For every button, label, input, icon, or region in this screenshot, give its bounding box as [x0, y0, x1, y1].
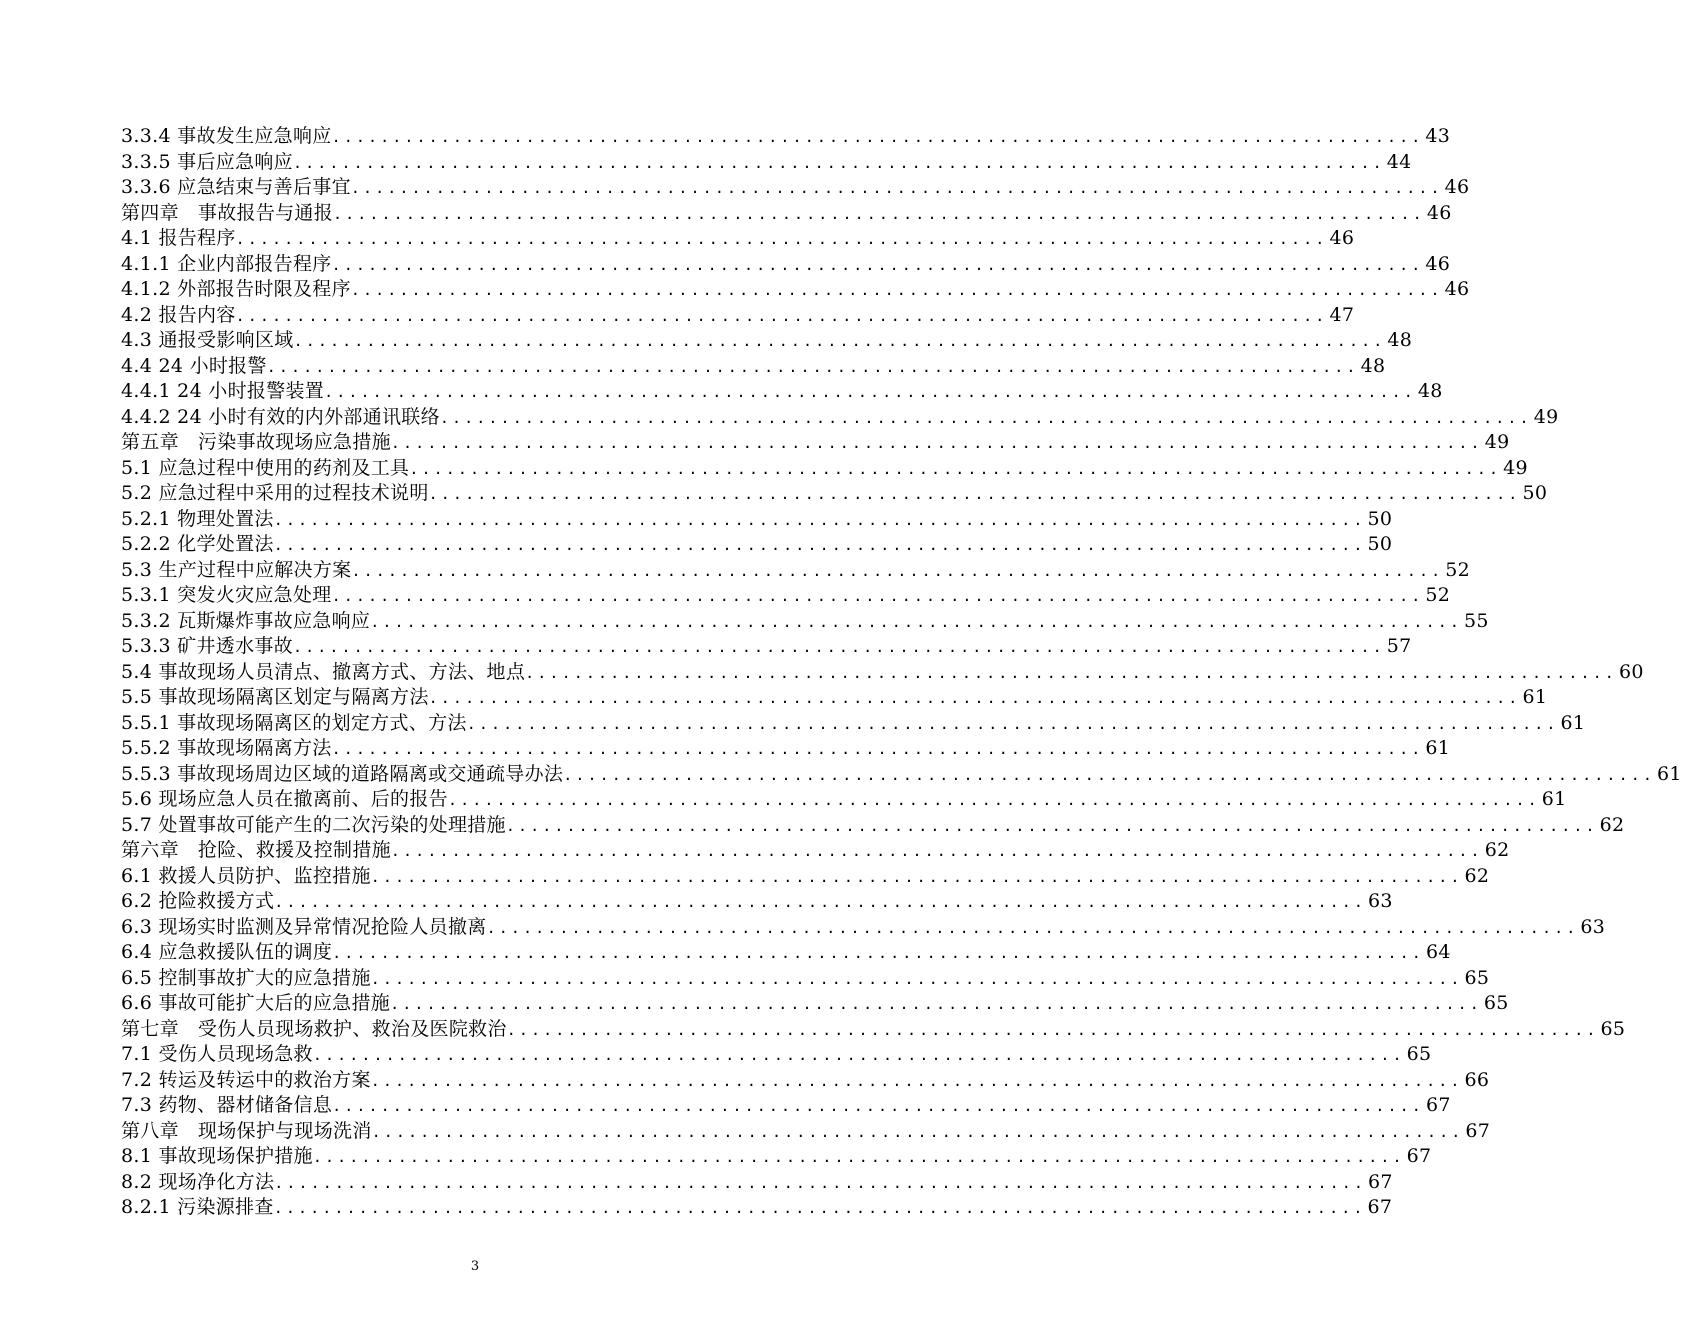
table-of-contents	[121, 124, 1682, 1221]
toc-entry-page: 50	[1522, 482, 1548, 504]
toc-entry-title: 6.4 应急救援队伍的调度	[121, 941, 333, 963]
toc-leader-dots: ..........................................................................................	[563, 765, 1655, 784]
toc-entry[interactable]	[121, 1093, 1451, 1119]
toc-entry-page: 48	[1417, 380, 1443, 402]
toc-entry-page: 63	[1368, 890, 1393, 912]
toc-entry[interactable]	[121, 507, 1393, 533]
toc-entry-page: 47	[1329, 303, 1355, 326]
toc-leader-dots: ..........................................................................................	[370, 612, 1462, 631]
toc-entry-page: 65	[1464, 966, 1490, 989]
toc-entry-page: 50	[1367, 507, 1393, 530]
toc-leader-dots: ..........................................................................................	[350, 281, 1443, 299]
toc-entry[interactable]	[121, 277, 1470, 303]
toc-entry-title: 4.4 24 小时报警	[121, 354, 267, 377]
toc-leader-dots: ..........................................................................................	[312, 1046, 1405, 1064]
toc-entry-page: 48	[1387, 329, 1413, 351]
toc-entry[interactable]	[121, 1195, 1393, 1221]
toc-entry-title: 5.7 处置事故可能产生的二次污染的处理措施	[121, 813, 506, 836]
toc-leader-dots: ..........................................................................................	[266, 357, 1359, 376]
toc-entry[interactable]	[121, 915, 1606, 941]
toc-leader-dots: ..........................................................................................	[292, 638, 1385, 656]
toc-leader-dots: ..........................................................................................	[447, 791, 1540, 809]
toc-entry-title: 6.5 控制事故扩大的应急措施	[121, 966, 371, 989]
toc-entry[interactable]	[121, 405, 1559, 431]
toc-leader-dots: ..........................................................................................	[292, 153, 1385, 172]
toc-entry[interactable]	[121, 226, 1355, 252]
toc-entry-title: 5.2 应急过程中采用的过程技术说明	[121, 482, 429, 504]
toc-entry[interactable]	[121, 813, 1625, 839]
toc-entry-page: 67	[1367, 1196, 1393, 1218]
toc-leader-dots: ..........................................................................................	[409, 459, 1502, 478]
toc-leader-dots: ..........................................................................................	[331, 587, 1424, 605]
toc-entry[interactable]	[121, 711, 1586, 737]
toc-entry[interactable]	[121, 1144, 1432, 1170]
toc-entry-page: 43	[1425, 125, 1451, 147]
toc-leader-dots: ..........................................................................................	[274, 1173, 1367, 1192]
toc-leader-dots: ..........................................................................................	[332, 944, 1424, 962]
toc-entry[interactable]	[121, 583, 1451, 609]
toc-entry-title: 8.2 现场净化方法	[121, 1170, 275, 1193]
toc-entry[interactable]	[121, 124, 1451, 150]
toc-entry-title: 5.3 生产过程中应解决方案	[121, 558, 352, 581]
toc-entry-title: 8.2.1 污染源排查	[121, 1196, 274, 1218]
toc-entry-page: 62	[1484, 839, 1510, 861]
toc-leader-dots: ..........................................................................................	[486, 918, 1579, 937]
toc-entry[interactable]	[121, 838, 1510, 864]
toc-entry[interactable]	[121, 1042, 1432, 1068]
toc-entry-title: 6.2 抢险救援方式	[121, 890, 275, 912]
toc-entry-title: 8.1 事故现场保护措施	[121, 1145, 313, 1167]
toc-entry-page: 62	[1599, 813, 1625, 836]
toc-entry[interactable]	[121, 685, 1548, 711]
toc-entry-title: 4.1.1 企业内部报告程序	[121, 252, 332, 275]
toc-leader-dots: ..........................................................................................	[332, 1097, 1424, 1115]
toc-entry-title: 6.3 现场实时监测及异常情况抢险人员撤离	[121, 915, 487, 938]
toc-leader-dots: ..........................................................................................	[370, 1071, 1463, 1090]
toc-entry-page: 55	[1463, 609, 1489, 632]
toc-entry-page: 49	[1503, 456, 1528, 479]
toc-entry-title: 5.2.1 物理处置法	[121, 507, 274, 530]
toc-entry[interactable]	[121, 634, 1412, 660]
toc-entry[interactable]	[121, 864, 1490, 890]
toc-entry-page: 67	[1425, 1094, 1451, 1116]
toc-entry-page: 67	[1465, 1119, 1491, 1142]
toc-leader-dots: ..........................................................................................	[351, 561, 1444, 580]
toc-entry-page: 50	[1367, 533, 1393, 555]
toc-leader-dots: ..........................................................................................	[505, 816, 1598, 835]
toc-entry-title: 第八章 现场保护与现场洗消	[121, 1119, 372, 1142]
toc-entry-page: 49	[1533, 405, 1559, 428]
toc-leader-dots: ..........................................................................................	[466, 714, 1559, 733]
toc-entry-title: 7.2 转运及转运中的救治方案	[121, 1068, 371, 1091]
toc-leader-dots: ..........................................................................................	[324, 383, 1416, 401]
toc-entry-page: 65	[1483, 992, 1509, 1014]
toc-entry-page: 66	[1464, 1068, 1490, 1091]
toc-entry-title: 4.4.1 24 小时报警装置	[121, 380, 325, 402]
toc-entry-title: 7.1 受伤人员现场急救	[121, 1043, 313, 1065]
toc-leader-dots: ..........................................................................................	[273, 1199, 1366, 1217]
toc-entry-title: 6.6 事故可能扩大后的应急措施	[121, 992, 391, 1014]
toc-leader-dots: ..........................................................................................	[350, 179, 1443, 197]
toc-entry-page: 46	[1444, 278, 1470, 300]
toc-entry-title: 5.6 现场应急人员在撤离前、后的报告	[121, 788, 448, 810]
toc-entry[interactable]	[121, 609, 1489, 635]
toc-entry-page: 61	[1656, 762, 1682, 785]
toc-entry-title: 5.3.1 突发火灾应急处理	[121, 584, 332, 606]
toc-entry[interactable]	[121, 736, 1451, 762]
toc-entry-page: 46	[1426, 201, 1452, 224]
toc-entry-page: 67	[1368, 1170, 1393, 1193]
toc-leader-dots: ..........................................................................................	[331, 740, 1424, 758]
toc-entry[interactable]	[121, 201, 1452, 227]
toc-entry[interactable]	[121, 787, 1567, 813]
toc-entry-title: 5.3.2 瓦斯爆炸事故应急响应	[121, 609, 371, 632]
toc-entry-page: 48	[1360, 354, 1386, 377]
toc-entry-page: 67	[1406, 1145, 1432, 1167]
toc-entry-title: 第七章 受伤人员现场救护、救治及医院救治	[121, 1017, 507, 1040]
toc-leader-dots: ..........................................................................................	[333, 204, 1425, 223]
toc-leader-dots: ..........................................................................................	[331, 255, 1424, 274]
toc-leader-dots: ..........................................................................................	[331, 128, 1424, 146]
toc-entry-title: 第五章 污染事故现场应急措施	[121, 431, 391, 453]
toc-leader-dots: ..........................................................................................	[525, 663, 1617, 682]
toc-leader-dots: ..........................................................................................	[273, 536, 1366, 554]
toc-entry-title: 4.1 报告程序	[121, 227, 236, 249]
toc-leader-dots: ..........................................................................................	[428, 689, 1521, 707]
toc-entry-page: 57	[1386, 635, 1412, 657]
toc-entry[interactable]	[121, 532, 1393, 558]
toc-entry[interactable]	[121, 303, 1355, 329]
toc-entry[interactable]	[121, 1068, 1490, 1094]
toc-entry-title: 5.4 事故现场人员清点、撤离方式、方法、地点	[121, 660, 526, 683]
toc-entry[interactable]	[121, 1170, 1393, 1196]
toc-leader-dots: ..........................................................................................	[312, 1148, 1405, 1166]
toc-entry-title: 3.3.6 应急结束与善后事宜	[121, 176, 351, 198]
toc-entry-page: 64	[1425, 941, 1451, 963]
toc-leader-dots: ..........................................................................................	[390, 434, 1483, 452]
toc-leader-dots: ..........................................................................................	[235, 230, 1328, 248]
toc-entry-title: 5.2.2 化学处置法	[121, 533, 274, 555]
toc-entry-page: 60	[1618, 660, 1644, 683]
toc-entry-page: 46	[1329, 227, 1355, 249]
toc-entry-page: 61	[1522, 686, 1548, 708]
toc-entry[interactable]	[121, 252, 1451, 278]
toc-entry-title: 4.3 通报受影响区域	[121, 329, 294, 351]
toc-leader-dots: ..........................................................................................	[390, 995, 1482, 1013]
toc-entry-title: 5.5.2 事故现场隔离方法	[121, 737, 332, 759]
toc-leader-dots: ..........................................................................................	[370, 969, 1463, 988]
toc-leader-dots: ..........................................................................................	[235, 306, 1328, 325]
toc-leader-dots: ..........................................................................................	[293, 332, 1386, 350]
toc-entry-page: 65	[1406, 1043, 1432, 1065]
toc-entry-page: 44	[1386, 150, 1412, 173]
toc-entry[interactable]	[121, 354, 1386, 380]
toc-leader-dots: ..........................................................................................	[371, 1122, 1464, 1141]
toc-leader-dots: ..........................................................................................	[506, 1020, 1599, 1039]
toc-entry-page: 61	[1425, 737, 1451, 759]
toc-entry-page: 52	[1425, 584, 1451, 606]
toc-entry-title: 5.5.3 事故现场周边区域的道路隔离或交通疏导办法	[121, 762, 564, 785]
toc-entry[interactable]	[121, 1017, 1626, 1043]
toc-entry-title: 5.5 事故现场隔离区划定与隔离方法	[121, 686, 429, 708]
toc-entry[interactable]	[121, 558, 1471, 584]
toc-entry-title: 4.4.2 24 小时有效的内外部通讯联络	[121, 405, 440, 428]
toc-entry-page: 46	[1444, 176, 1470, 198]
toc-entry-page: 49	[1484, 431, 1510, 453]
toc-entry-title: 3.3.4 事故发生应急响应	[121, 125, 332, 147]
toc-entry-page: 52	[1445, 558, 1471, 581]
page-number: 3	[470, 1259, 480, 1274]
toc-entry[interactable]	[121, 660, 1644, 686]
toc-entry-title: 3.3.5 事后应急响应	[121, 150, 293, 173]
toc-entry-title: 4.2 报告内容	[121, 303, 236, 326]
toc-leader-dots: ..........................................................................................	[273, 510, 1366, 529]
toc-entry[interactable]	[121, 1119, 1491, 1145]
toc-entry-page: 63	[1580, 915, 1606, 938]
toc-leader-dots: ..........................................................................................	[428, 485, 1521, 503]
toc-entry[interactable]	[121, 481, 1548, 507]
toc-entry[interactable]	[121, 175, 1470, 201]
toc-entry-page: 65	[1600, 1017, 1626, 1040]
toc-leader-dots: ..........................................................................................	[274, 893, 1367, 911]
toc-entry-title: 5.3.3 矿井透水事故	[121, 635, 293, 657]
toc-leader-dots: ..........................................................................................	[439, 408, 1532, 427]
toc-entry-title: 第六章 抢险、救援及控制措施	[121, 839, 391, 861]
toc-entry[interactable]	[121, 328, 1413, 354]
toc-entry[interactable]	[121, 150, 1412, 176]
toc-entry-title: 5.1 应急过程中使用的药剂及工具	[121, 456, 410, 479]
toc-entry-page: 61	[1541, 788, 1567, 810]
toc-entry-page: 62	[1464, 864, 1490, 887]
toc-entry-title: 第四章 事故报告与通报	[121, 201, 334, 224]
toc-entry[interactable]	[121, 456, 1528, 482]
toc-entry-title: 4.1.2 外部报告时限及程序	[121, 278, 351, 300]
toc-entry-title: 7.3 药物、器材储备信息	[121, 1094, 333, 1116]
toc-entry[interactable]	[121, 762, 1682, 788]
toc-entry-page: 61	[1560, 711, 1586, 734]
toc-entry[interactable]	[121, 966, 1490, 992]
toc-leader-dots: ..........................................................................................	[390, 842, 1483, 860]
toc-entry[interactable]	[121, 430, 1510, 456]
toc-entry-page: 46	[1425, 252, 1451, 275]
toc-entry[interactable]	[121, 889, 1393, 915]
toc-entry-title: 5.5.1 事故现场隔离区的划定方式、方法	[121, 711, 467, 734]
toc-entry-title: 6.1 救援人员防护、监控措施	[121, 864, 371, 887]
toc-entry[interactable]	[121, 379, 1443, 405]
toc-entry[interactable]	[121, 991, 1509, 1017]
toc-entry[interactable]	[121, 940, 1451, 966]
toc-leader-dots: ..........................................................................................	[370, 867, 1463, 886]
